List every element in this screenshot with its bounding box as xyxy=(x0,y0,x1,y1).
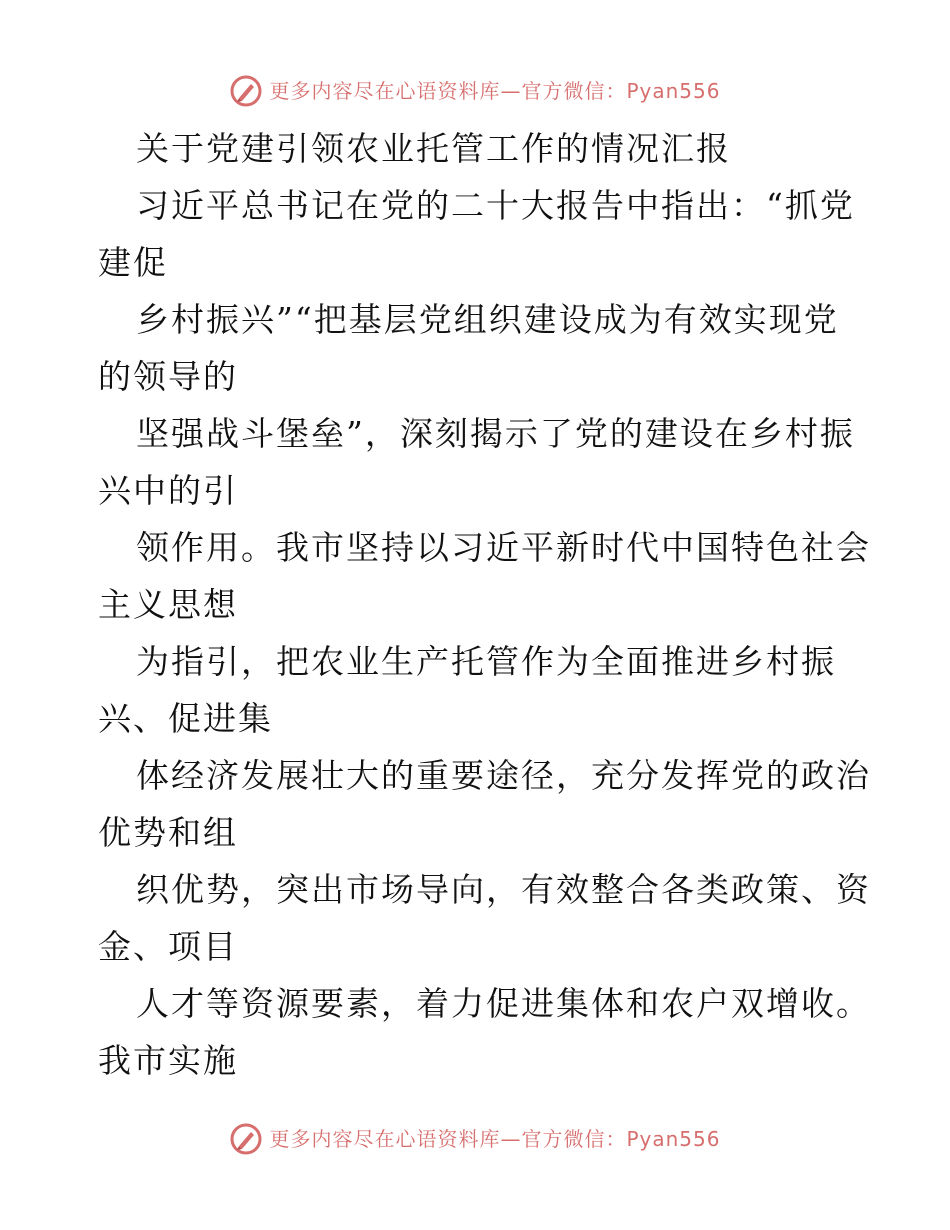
header-watermark xyxy=(0,74,950,108)
paragraph-line: 主义思想 xyxy=(98,585,238,624)
document-title: 关于党建引领农业托管工作的情况汇报 xyxy=(136,129,731,168)
paragraph-line: 习近平总书记在党的二十大报告中指出：“抓党 xyxy=(136,186,855,225)
paragraph-line: 人才等资源要素，着力促进集体和农户双增收。 xyxy=(136,984,871,1023)
watermark-text: 更多内容尽在心语资料库—官方微信：Pyan556 xyxy=(269,1127,721,1151)
footer-watermark xyxy=(0,1122,950,1156)
paragraph-line: 兴、促进集 xyxy=(98,699,273,738)
paragraph-line: 的领导的 xyxy=(98,357,238,396)
paragraph-line: 建促 xyxy=(98,243,168,282)
paragraph-line: 乡村振兴”“把基层党组织建设成为有效实现党 xyxy=(136,300,839,339)
paragraph-line: 兴中的引 xyxy=(98,471,238,510)
pen-logo-icon xyxy=(229,1122,263,1156)
paragraph-line: 我市实施 xyxy=(98,1041,238,1080)
paragraph-line: 优势和组 xyxy=(98,813,238,852)
paragraph-line: 金、项目 xyxy=(98,927,238,966)
paragraph-line: 坚强战斗堡垒”，深刻揭示了党的建设在乡村振 xyxy=(136,414,855,453)
paragraph-line: 体经济发展壮大的重要途径，充分发挥党的政治 xyxy=(136,756,871,795)
pen-logo-icon xyxy=(229,74,263,108)
watermark-text: 更多内容尽在心语资料库—官方微信：Pyan556 xyxy=(269,79,721,103)
paragraph-line: 为指引，把农业生产托管作为全面推进乡村振 xyxy=(136,642,836,681)
paragraph-line: 织优势，突出市场导向，有效整合各类政策、资 xyxy=(136,870,871,909)
paragraph-line: 领作用。我市坚持以习近平新时代中国特色社会 xyxy=(136,528,871,567)
document-body xyxy=(98,120,871,1089)
